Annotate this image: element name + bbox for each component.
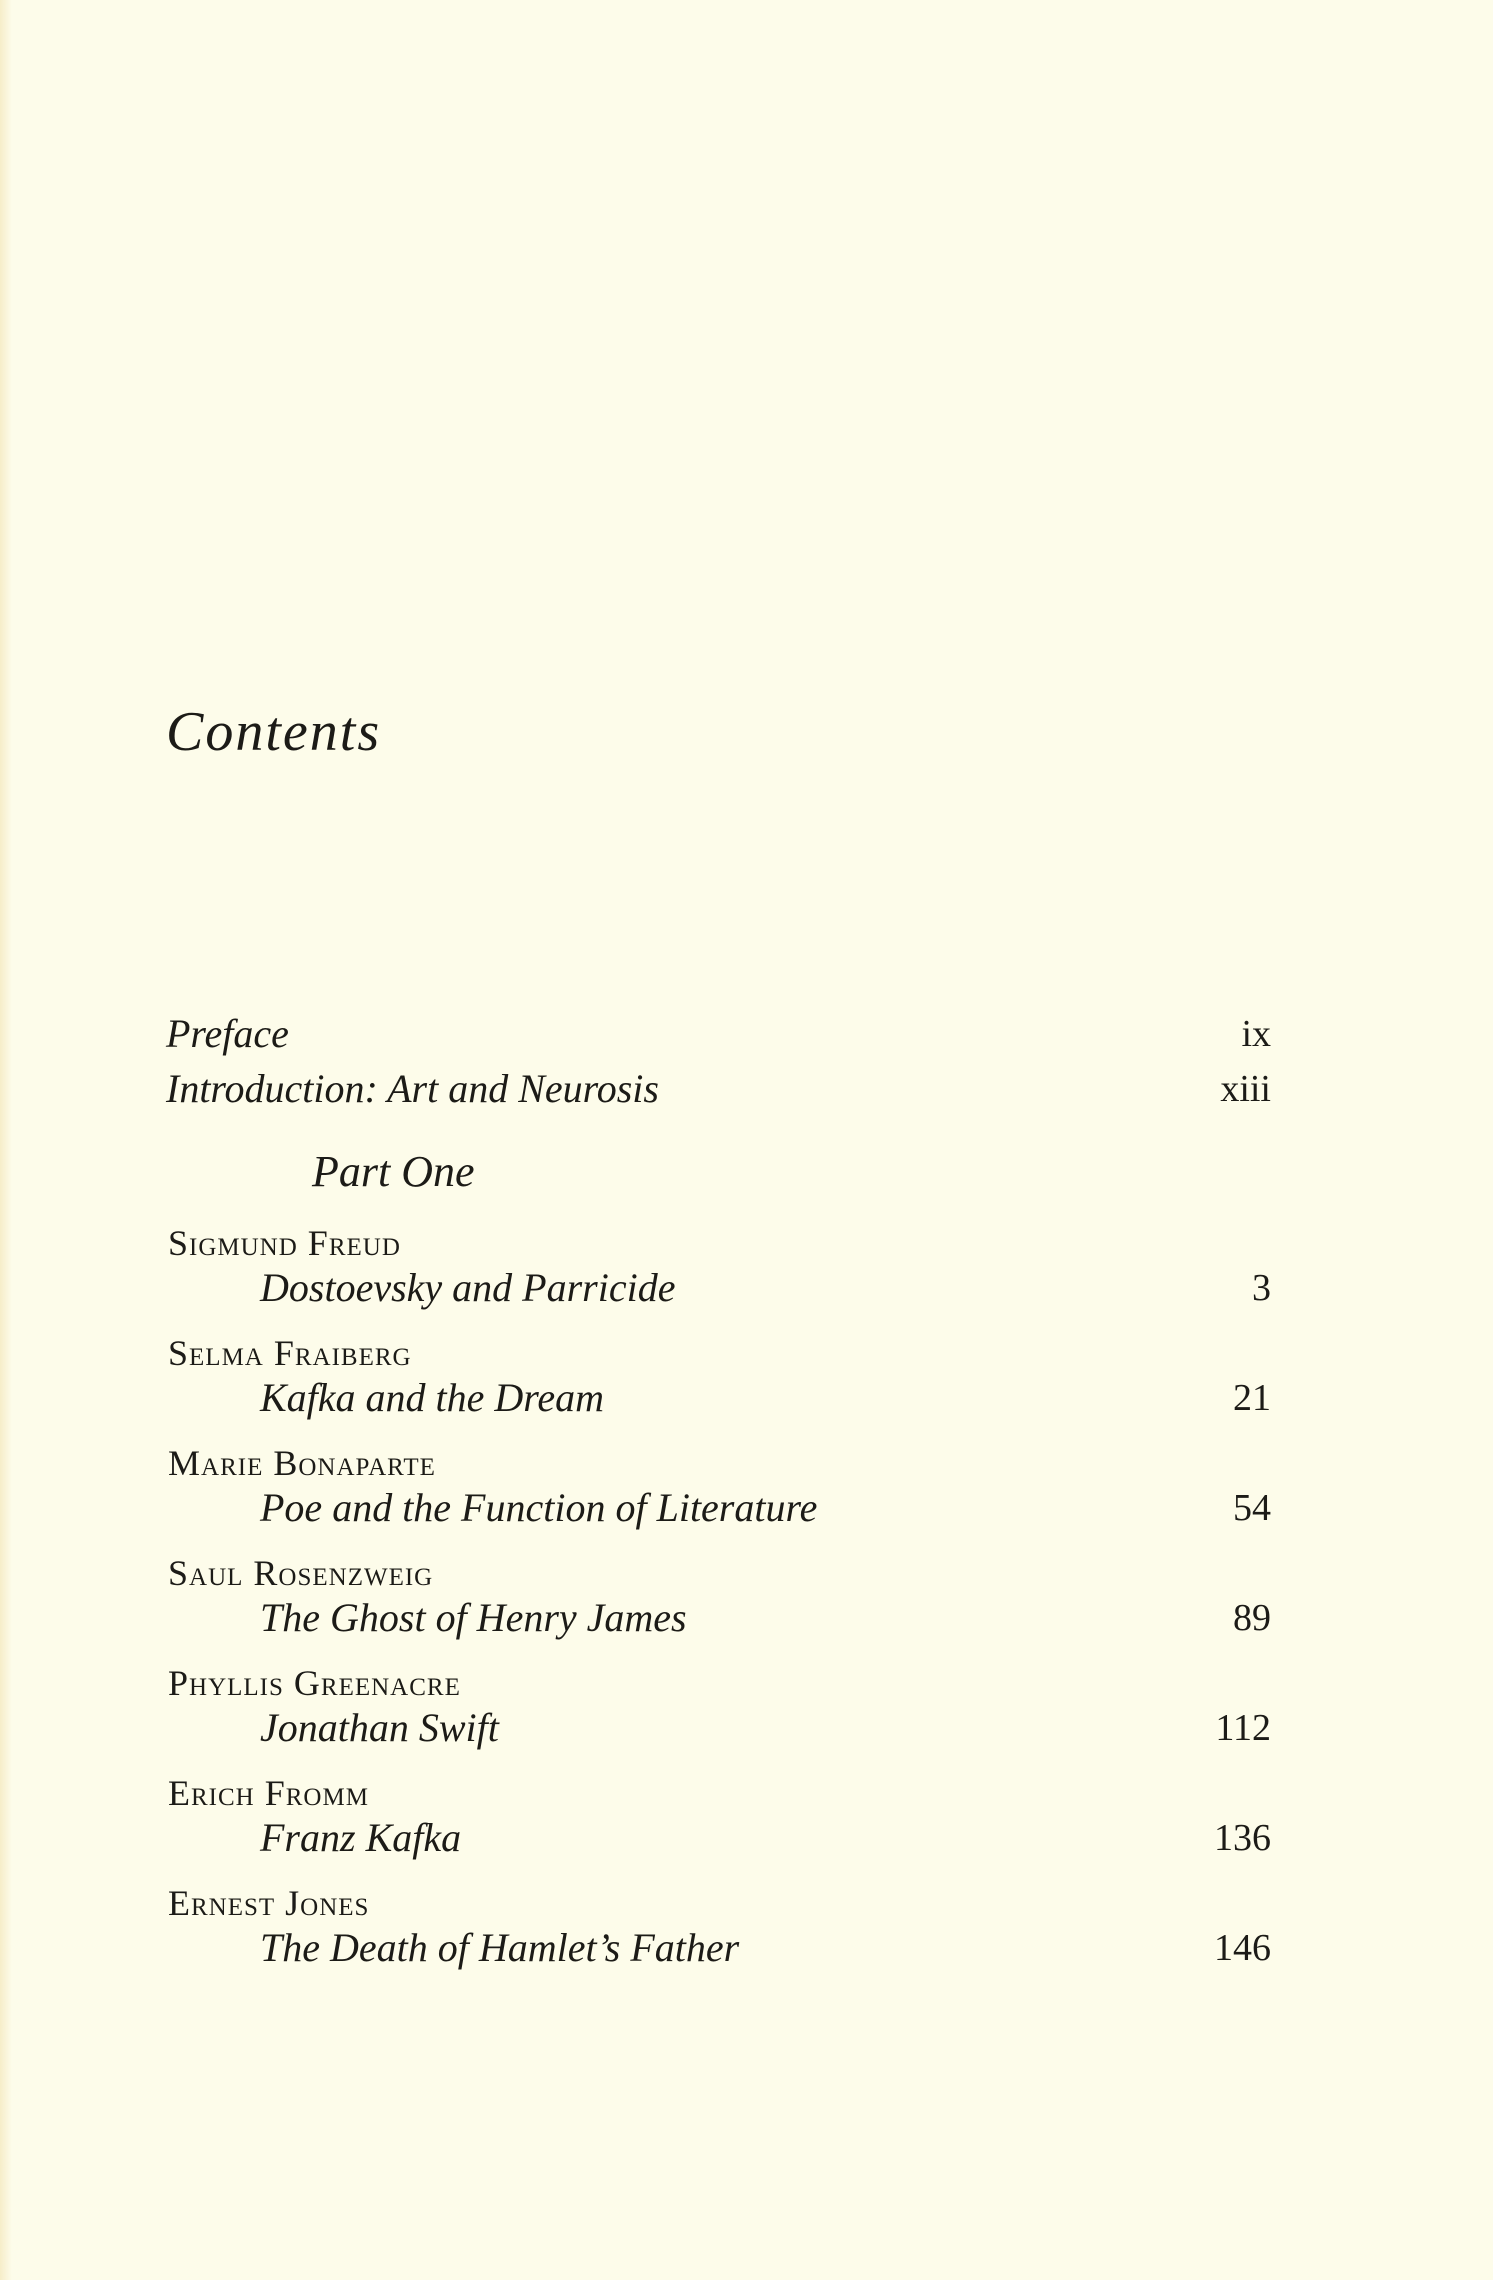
toc-entry-title: The Death of Hamlet’s Father <box>260 1925 740 1970</box>
toc-front-matter-title: Introduction: Art and Neurosis <box>166 1066 659 1111</box>
toc-entry-title: The Ghost of Henry James <box>260 1595 687 1640</box>
toc-front-matter-title: Preface <box>166 1011 289 1056</box>
toc-page-number: 136 <box>1214 1817 1271 1859</box>
toc-author: Selma Fraiberg <box>168 1333 412 1373</box>
toc-page-number: 21 <box>1233 1377 1271 1419</box>
toc-author: Phyllis Greenacre <box>168 1663 461 1703</box>
toc-author: Erich Fromm <box>168 1773 369 1813</box>
toc-author: Sigmund Freud <box>168 1223 401 1263</box>
toc-entry-title: Dostoevsky and Parricide <box>260 1265 676 1310</box>
toc-entry-title: Kafka and the Dream <box>260 1375 605 1420</box>
toc-page-number: 146 <box>1214 1927 1271 1969</box>
toc-author: Ernest Jones <box>168 1883 370 1923</box>
toc-page-number: 3 <box>1252 1267 1271 1309</box>
toc-author: Marie Bonaparte <box>168 1443 436 1483</box>
toc-entry-title: Franz Kafka <box>260 1815 462 1860</box>
page-title: Contents <box>166 701 382 763</box>
toc-entry-title: Jonathan Swift <box>260 1705 499 1750</box>
toc-page-number: ix <box>1241 1013 1271 1055</box>
toc-page-number: 54 <box>1233 1487 1271 1529</box>
toc-page-number: 112 <box>1215 1707 1271 1749</box>
part-heading: Part One <box>312 1147 475 1196</box>
toc-entry-title: Poe and the Function of Literature <box>260 1485 818 1530</box>
page-edge <box>0 0 12 2280</box>
toc-page-number: 89 <box>1233 1597 1271 1639</box>
toc-page-number: xiii <box>1220 1068 1271 1110</box>
toc-author: Saul Rosenzweig <box>168 1553 434 1593</box>
